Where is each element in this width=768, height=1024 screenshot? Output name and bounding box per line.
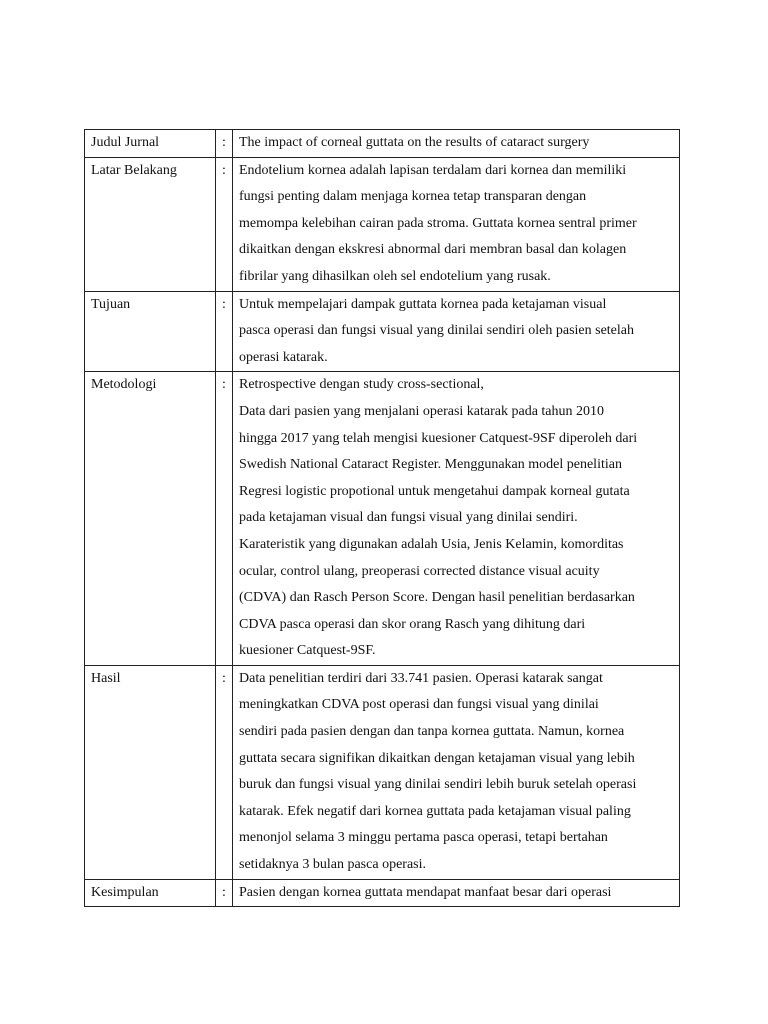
row-content-line: kuesioner Catquest-9SF. bbox=[239, 643, 376, 659]
row-content-line: dikaitkan dengan ekskresi abnormal dari membran basal dan kolagen bbox=[239, 242, 627, 258]
row-label-cell bbox=[85, 665, 216, 879]
row-label: Latar Belakang bbox=[91, 162, 177, 178]
row-label-cell bbox=[85, 130, 216, 158]
row-content-line: buruk dan fungsi visual yang dinilai sendiri lebih buruk setelah operasi bbox=[239, 777, 637, 793]
table-row bbox=[85, 157, 680, 291]
row-content-cell bbox=[233, 372, 680, 666]
row-label: Kesimpulan bbox=[91, 884, 159, 900]
row-content-line: (CDVA) dan Rasch Person Score. Dengan hasil penelitian berdasarkan bbox=[239, 590, 635, 606]
row-label-cell bbox=[85, 879, 216, 907]
row-content-line: meningkatkan CDVA post operasi dan fungsi visual yang dinilai bbox=[239, 697, 599, 713]
row-content-line: fungsi penting dalam menjaga kornea tetap transparan dengan bbox=[239, 189, 587, 205]
row-content-line: CDVA pasca operasi dan skor orang Rasch yang dihitung dari bbox=[239, 616, 586, 632]
row-label: Judul Jurnal bbox=[91, 135, 160, 150]
row-content-line: Data dari pasien yang menjalani operasi katarak pada tahun 2010 bbox=[239, 403, 605, 419]
table-row bbox=[85, 665, 680, 879]
row-content-line: Pasien dengan kornea guttata mendapat manfaat besar dari operasi bbox=[239, 884, 612, 900]
row-label-cell bbox=[85, 372, 216, 666]
row-content-line: pasca operasi dan fungsi visual yang dinilai sendiri oleh pasien setelah bbox=[239, 323, 635, 339]
row-content-line: menonjol selama 3 minggu pertama pasca operasi, tetapi bertahan bbox=[239, 830, 608, 846]
row-content-line: guttata secara signifikan dikaitkan dengan ketajaman visual yang lebih bbox=[239, 750, 635, 766]
table-row bbox=[85, 879, 680, 907]
row-content-line: Karateristik yang digunakan adalah Usia, Jenis Kelamin, komorditas bbox=[239, 536, 624, 552]
row-label: Metodologi bbox=[91, 377, 157, 393]
row-content-line: Untuk mempelajari dampak guttata kornea pada ketajaman visual bbox=[239, 296, 607, 312]
colon-cell bbox=[216, 372, 233, 666]
colon-separator: : bbox=[222, 296, 226, 312]
row-content-line: Retrospective dengan study cross-sectional, bbox=[239, 377, 484, 393]
row-label-cell bbox=[85, 157, 216, 291]
colon-separator: : bbox=[222, 377, 226, 393]
row-content-line: operasi katarak. bbox=[239, 349, 328, 365]
colon-separator: : bbox=[222, 135, 226, 150]
colon-cell bbox=[216, 291, 233, 372]
colon-separator: : bbox=[222, 884, 226, 900]
row-label-cell bbox=[85, 291, 216, 372]
row-label: Hasil bbox=[91, 670, 121, 686]
table-row bbox=[85, 291, 680, 372]
row-content-line: Swedish National Cataract Register. Menggunakan model penelitian bbox=[239, 457, 622, 473]
row-content-line: fibrilar yang dihasilkan oleh sel endotelium yang rusak. bbox=[239, 268, 551, 284]
colon-separator: : bbox=[222, 162, 226, 178]
colon-cell bbox=[216, 665, 233, 879]
row-content-line: Endotelium kornea adalah lapisan terdalam dari kornea dan memiliki bbox=[239, 162, 627, 178]
row-content-line: sendiri pada pasien dengan dan tanpa kornea guttata. Namun, kornea bbox=[239, 724, 625, 740]
row-content-line: The impact of corneal guttata on the results of cataract surgery bbox=[239, 135, 590, 150]
row-content-cell bbox=[233, 665, 680, 879]
row-content-line: hingga 2017 yang telah mengisi kuesioner Catquest-9SF diperoleh dari bbox=[239, 430, 638, 446]
row-content-line: memompa kelebihan cairan pada stroma. Guttata kornea sentral primer bbox=[239, 215, 637, 231]
colon-cell bbox=[216, 130, 233, 158]
row-content-line: pada ketajaman visual dan fungsi visual yang dinilai sendiri. bbox=[239, 510, 578, 526]
row-content-cell bbox=[233, 291, 680, 372]
row-content-cell bbox=[233, 130, 680, 158]
colon-cell bbox=[216, 157, 233, 291]
row-content-line: katarak. Efek negatif dari kornea guttata pada ketajaman visual paling bbox=[239, 803, 631, 819]
row-content-cell bbox=[233, 157, 680, 291]
row-content-line: ocular, control ulang, preoperasi corrected distance visual acuity bbox=[239, 563, 600, 579]
row-content-line: setidaknya 3 bulan pasca operasi. bbox=[239, 857, 426, 873]
journal-summary-table bbox=[84, 129, 680, 907]
row-content-line: Data penelitian terdiri dari 33.741 pasien. Operasi katarak sangat bbox=[239, 670, 603, 686]
row-content-line: Regresi logistic propotional untuk mengetahui dampak korneal gutata bbox=[239, 483, 630, 499]
table-row bbox=[85, 372, 680, 666]
colon-separator: : bbox=[222, 670, 226, 686]
colon-cell bbox=[216, 879, 233, 907]
table-row bbox=[85, 130, 680, 158]
table-body bbox=[85, 130, 680, 907]
row-content-cell bbox=[233, 879, 680, 907]
row-label: Tujuan bbox=[91, 296, 131, 312]
